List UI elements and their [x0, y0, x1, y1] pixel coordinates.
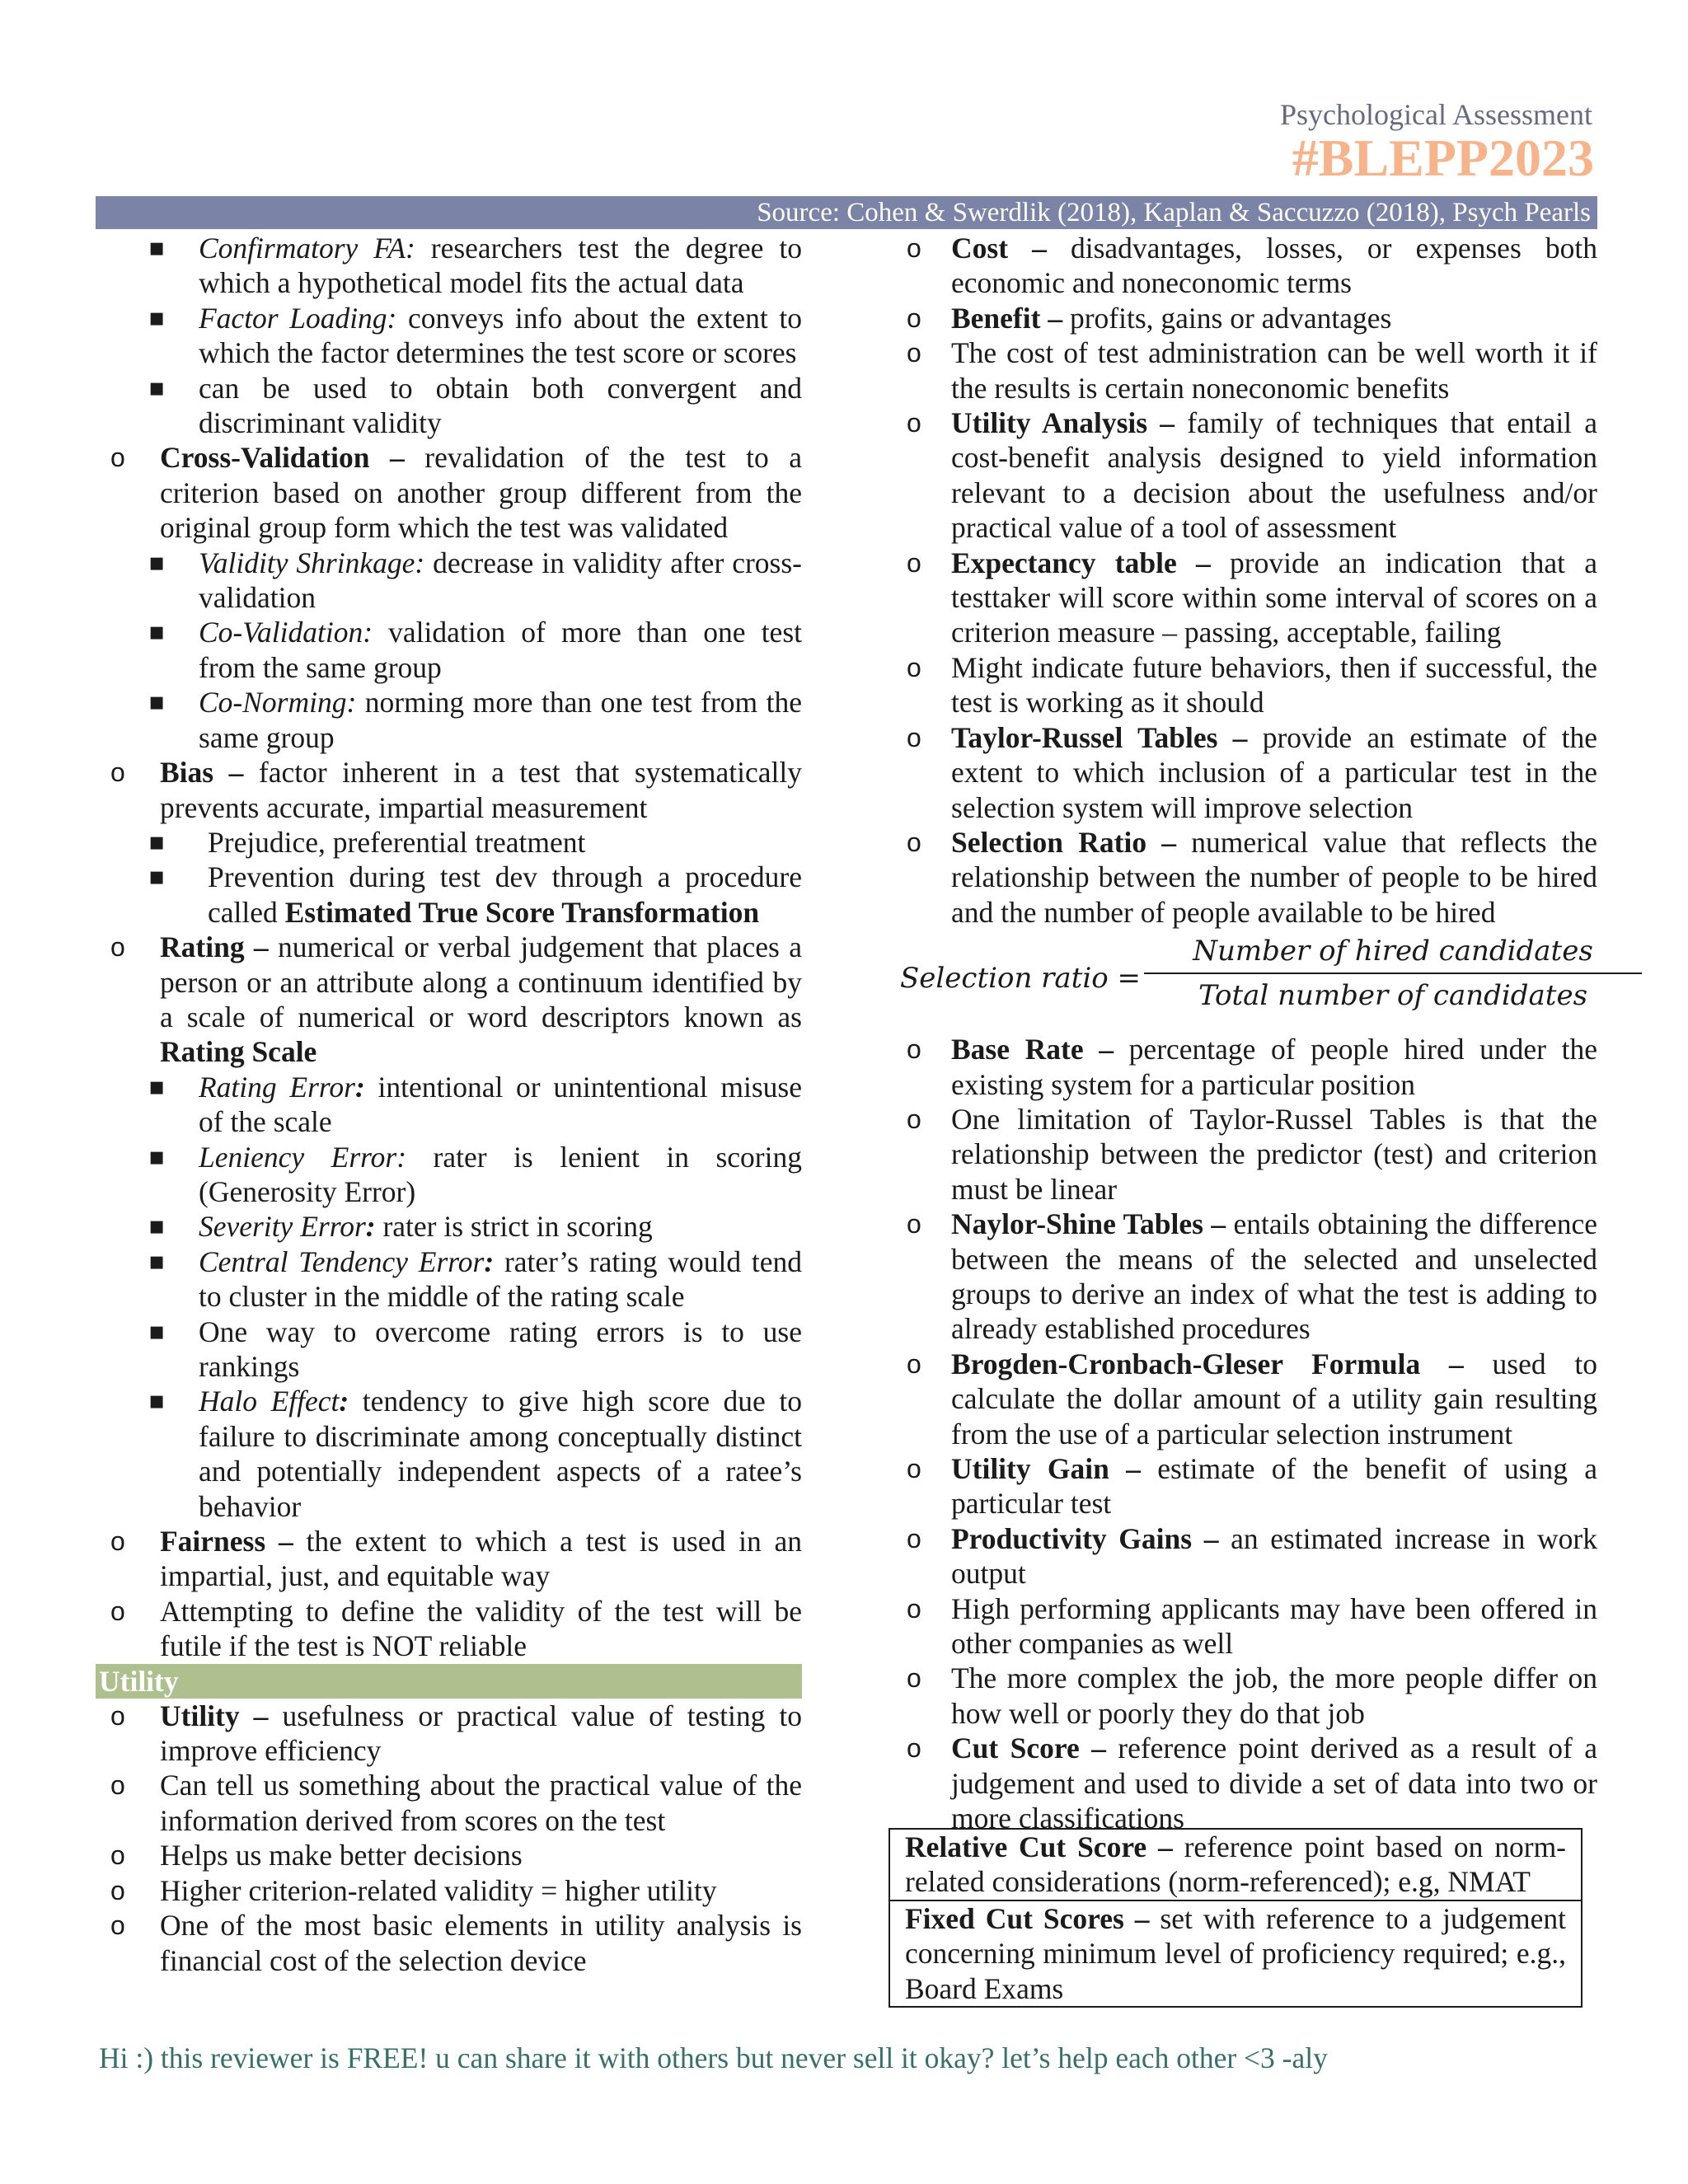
selection-ratio-formula [895, 930, 1597, 1032]
list-item: o Expectancy table – provide an indication that a testtaker will score within some interval of scores on a criterion measure – passing, acceptable, failing [895, 546, 1597, 650]
list-item: ▪ can be used to obtain both convergent and discriminant validity [96, 371, 802, 441]
formula-denominator: Total number of candidates [1198, 979, 1588, 1013]
right-list-bottom [895, 1032, 1597, 1835]
list-item: ▪ Confirmatory FA: researchers test the degree to which a hypothetical model fits the actual data [96, 231, 802, 301]
list-item: o Utility Gain – estimate of the benefit of using a particular test [895, 1451, 1597, 1521]
list-item: ▪ Leniency Error: rater is lenient in scoring (Generosity Error) [96, 1140, 802, 1210]
list-item: o Can tell us something about the practical value of the information derived from scores on the test [96, 1768, 802, 1838]
list-item: ▪ Factor Loading: conveys info about the extent to which the factor determines the test score or scores [96, 301, 802, 371]
footer-note: Hi :) this reviewer is FREE! u can share it with others but never sell it okay? let’s help each other <3 -aly [99, 2041, 1328, 2074]
list-item: ▪ One way to overcome rating errors is to use rankings [96, 1315, 802, 1385]
list-item: o Cost – disadvantages, losses, or expenses both economic and noneconomic terms [895, 231, 1597, 301]
cut-score-table [889, 1828, 1582, 2008]
list-item: o Cross-Validation – revalidation of the test to a criterion based on another group different from the original group form which the test was validated [96, 440, 802, 545]
list-item: o Higher criterion-related validity = higher utility [96, 1873, 802, 1908]
list-item: o Might indicate future behaviors, then if successful, the test is working as it should [895, 650, 1597, 720]
colon: : [339, 1385, 349, 1418]
colon: : [484, 1244, 495, 1278]
list-item: o One of the most basic elements in utility analysis is financial cost of the selection device [96, 1908, 802, 1978]
list-item: o Selection Ratio – numerical value that reflects the relationship between the number of people to be hired and the number of people available to be hired [895, 825, 1597, 930]
list-item: o Utility – usefulness or practical value of testing to improve efficiency [96, 1699, 802, 1769]
list-item: o Benefit – profits, gains or advantages [895, 301, 1597, 335]
right-list-top [895, 231, 1597, 930]
list-item: o Brogden-Cronbach-Gleser Formula – used to calculate the dollar amount of a utility gain resulting from the use of a particular selection instrument [895, 1347, 1597, 1451]
list-item: ▪ Co-Norming: norming more than one test from the same group [96, 685, 802, 755]
list-item: o Rating – numerical or verbal judgement that places a person or an attribute along a continuum identified by a scale of numerical or word descriptors known as Rating Scale [96, 930, 802, 1070]
list-item: o Cut Score – reference point derived as a result of a judgement and used to divide a set of data into two or more classifications [895, 1731, 1597, 1835]
relative-cut-score-cell: Relative Cut Score – reference point based on norm-related considerations (norm-referenced); e.g, NMAT [905, 1830, 1567, 1899]
right-column [895, 231, 1597, 1835]
section-heading-utility: Utility [96, 1664, 802, 1699]
list-item: o Base Rate – percentage of people hired under the existing system for a particular position [895, 1032, 1597, 1102]
list-item: o The cost of test administration can be well worth it if the results is certain noneconomic benefits [895, 335, 1597, 405]
list-item: o Attempting to define the validity of the test will be futile if the test is NOT reliable [96, 1594, 802, 1664]
formula-label: Selection ratio = [900, 962, 1141, 996]
header-hashtag: #BLEPP2023 [1292, 129, 1594, 187]
left-list [96, 231, 802, 1664]
list-item: o Naylor-Shine Tables – entails obtaining the difference between the means of the selected and unselected groups to derive an index of what the test is adding to already established procedures [895, 1207, 1597, 1347]
list-item: ▪ Prejudice, preferential treatment [96, 825, 802, 860]
formula-fraction [1144, 931, 1642, 1015]
list-item: ▪ Rating Error: intentional or unintentional misuse of the scale [96, 1070, 802, 1140]
list-item: o Taylor-Russel Tables – provide an estimate of the extent to which inclusion of a particular test in the selection system will improve selection [895, 720, 1597, 825]
source-bar [96, 196, 1597, 229]
list-item: o Helps us make better decisions [96, 1838, 802, 1872]
colon: : [365, 1210, 376, 1244]
fixed-cut-score-cell: Fixed Cut Scores – set with reference to a judgement concerning minimum level of proficiency required; e.g., Board Exams [890, 1900, 1581, 2006]
fraction-bar [1144, 972, 1642, 974]
colon: : [354, 1070, 365, 1104]
list-item: ▪ Severity Error: rater is strict in scoring [96, 1209, 802, 1244]
list-item: ▪ Halo Effect: tendency to give high score due to failure to discriminate among conceptually distinct and potentially independent aspects of a ratee’s behavior [96, 1384, 802, 1524]
source-text: Source: Cohen & Swerdlik (2018), Kaplan & Saccuzzo (2018), Psych Pearls [757, 198, 1591, 227]
list-item: ▪ Co-Validation: validation of more than one test from the same group [96, 615, 802, 685]
list-item: ▪ Prevention during test dev through a procedure called Estimated True Score Transformation [96, 860, 802, 930]
list-item: o One limitation of Taylor-Russel Tables is that the relationship between the predictor (test) and criterion must be linear [895, 1102, 1597, 1207]
header-subject: Psychological Assessment [1280, 98, 1592, 131]
list-item: ▪ Validity Shrinkage: decrease in validity after cross-validation [96, 546, 802, 616]
list-item: o Utility Analysis – family of techniques that entail a cost-benefit analysis designed to yield information relevant to a decision about the usefulness and/or practical value of a tool of assessment [895, 405, 1597, 546]
formula-numerator: Number of hired candidates [1193, 935, 1593, 968]
list-item: o Fairness – the extent to which a test is used in an impartial, just, and equitable way [96, 1524, 802, 1594]
utility-list [96, 1699, 802, 1978]
list-item: o Productivity Gains – an estimated increase in work output [895, 1521, 1597, 1591]
list-item: o High performing applicants may have been offered in other companies as well [895, 1591, 1597, 1661]
list-item: ▪ Central Tendency Error: rater’s rating would tend to cluster in the middle of the rating scale [96, 1244, 802, 1315]
list-item: o Bias – factor inherent in a test that systematically prevents accurate, impartial measurement [96, 755, 802, 825]
left-column [96, 231, 802, 1978]
list-item: o The more complex the job, the more people differ on how well or poorly they do that job [895, 1661, 1597, 1731]
